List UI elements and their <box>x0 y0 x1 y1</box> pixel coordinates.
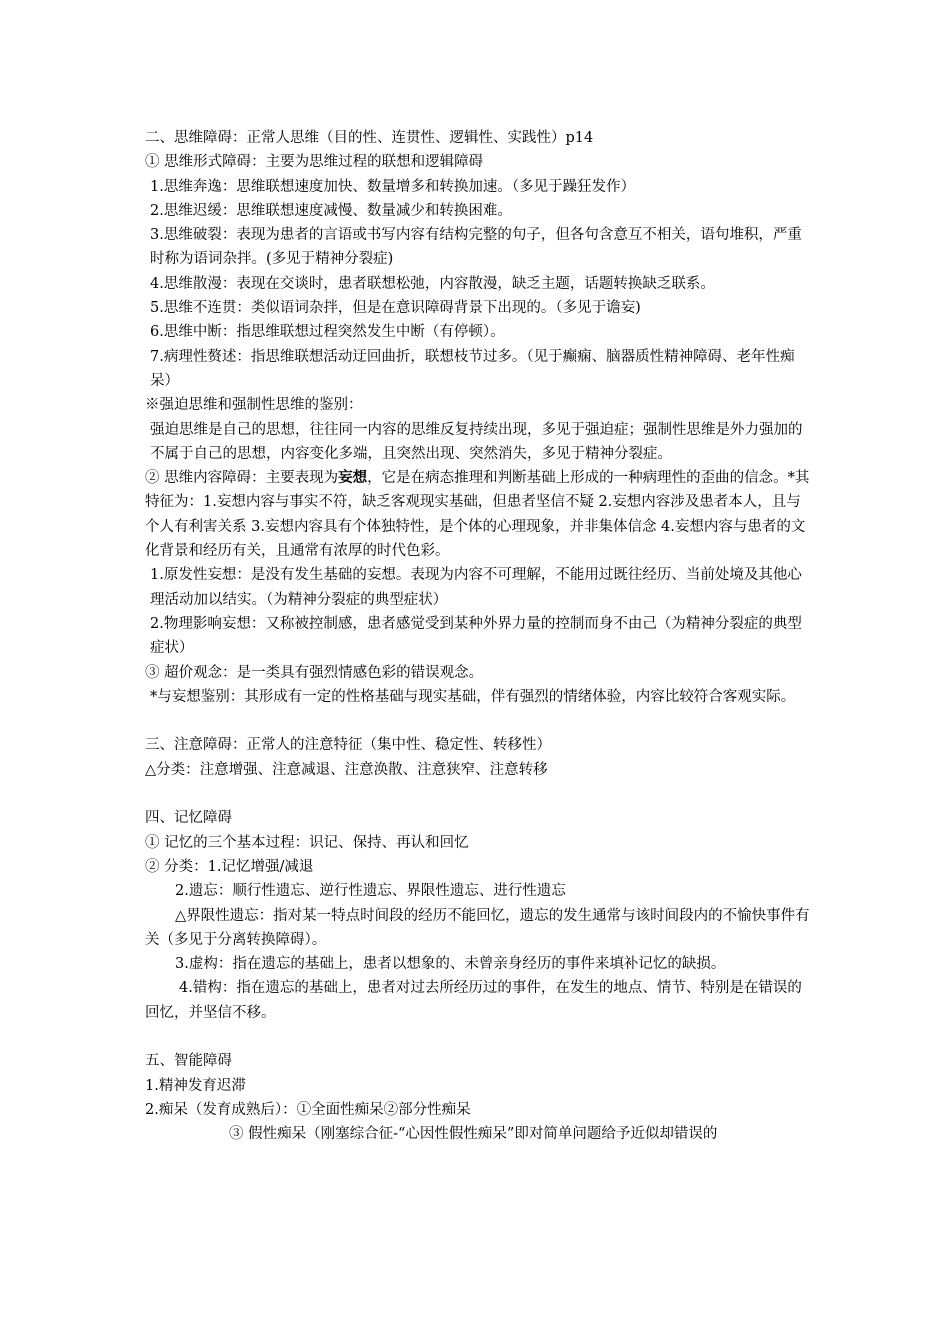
list-item: 1.精神发育迟滞 <box>145 1077 246 1094</box>
list-item: 3.思维破裂：表现为患者的言语或书写内容有结构完整的句子，但各句含意互不相关，语句堆积，严重时称为语词杂拌。(多见于精神分裂症) <box>150 227 802 268</box>
differentiation-title: ※强迫思维和强制性思维的鉴别： <box>145 397 363 414</box>
paramnesia: 4.错构：指在遗忘的基础上，患者对过去所经历过的事件，在发生的地点、情节、特别是在错误的回忆，并坚信不移。 <box>145 980 802 1021</box>
overvalued-idea-note: *与妄想鉴别：其形成有一定的性格基础与现实基础，伴有强烈的情绪体验，内容比较符合客观实际。 <box>150 688 796 705</box>
section-5-heading: 五、智能障碍 <box>145 1053 232 1070</box>
list-item: ① 记忆的三个基本过程：识记、保持、再认和回忆 <box>145 834 469 851</box>
list-item: 2.遗忘：顺行性遗忘、逆行性遗忘、界限性遗忘、进行性遗忘 <box>175 883 566 900</box>
list-item: 2.物理影响妄想：又称被控制感，患者感觉受到某种外界力量的控制而身不由己（为精神分裂症的典型症状） <box>150 615 802 657</box>
list-item: 1.原发性妄想：是没有发生基础的妄想。表现为内容不可理解，不能用过既往经历、当前处境及其他心理活动加以结实。（为精神分裂症的典型症状） <box>150 567 802 608</box>
spacer <box>145 709 810 733</box>
list-item: 5.思维不连贯：类似语词杂拌，但是在意识障碍背景下出现的。（多见于谵妄) <box>150 300 641 317</box>
list-item: 2.思维迟缓：思维联想速度减慢、数量减少和转换困难。 <box>150 202 512 219</box>
document-page <box>145 126 810 1146</box>
list-item: 7.病理性赘述：指思维联想活动迂回曲折，联想枝节过多。（见于癫痫、脑器质性精神障碍、老年性痴呆） <box>150 348 795 389</box>
attention-classes: △分类：注意增强、注意减退、注意涣散、注意狭窄、注意转移 <box>145 761 548 778</box>
list-item: 2.痴呆（发育成熟后）：①全面性痴呆②部分性痴呆 <box>145 1101 471 1118</box>
section-3-heading: 三、注意障碍：正常人的注意特征（集中性、稳定性、转移性） <box>145 737 551 754</box>
spacer <box>145 782 810 806</box>
section-4-heading: 四、记忆障碍 <box>145 810 232 827</box>
overvalued-idea-title: ③ 超价观念：是一类具有强烈情感色彩的错误观念。 <box>145 664 484 681</box>
list-item: 6.思维中断：指思维联想过程突然发生中断（有停顿）。 <box>150 324 505 341</box>
confabulation: 3.虚构：指在遗忘的基础上，患者以想象的、未曾亲身经历的事件来填补记忆的缺损。 <box>175 956 726 973</box>
limited-amnesia: △界限性遗忘：指对某一特点时间段的经历不能回忆，遗忘的发生通常与该时间段内的不愉快事件有关（多见于分离转换障碍）。 <box>145 907 810 948</box>
list-item: ② 分类：1.记忆增强/减退 <box>145 858 314 875</box>
thought-form-disorder-title: ① 思维形式障碍：主要为思维过程的联想和逻辑障碍 <box>145 154 484 171</box>
list-item: ③ 假性痴呆（刚塞综合征-“心因性假性痴呆”即对简单问题给予近似却错误的 <box>229 1126 718 1143</box>
section-2-heading: 二、思维障碍：正常人思维（目的性、连贯性、逻辑性、实践性）p14 <box>145 130 594 146</box>
text-run: ② 思维内容障碍：主要表现为 <box>145 470 339 487</box>
bold-term: 妄想 <box>338 469 368 487</box>
list-item: 1.思维奔逸：思维联想速度加快、数量增多和转换加速。（多见于躁狂发作） <box>150 178 636 195</box>
differentiation-body: 强迫思维是自己的思想，往往同一内容的思维反复持续出现，多见于强迫症；强制性思维是外力强加的不属于自己的思想，内容变化多端，且突然出现、突然消失，多见于精神分裂症。 <box>150 421 803 462</box>
list-item: 4.思维散漫：表现在交谈时，患者联想松弛，内容散漫，缺乏主题，话题转换缺乏联系。 <box>150 275 715 292</box>
thought-content-disorder <box>145 466 810 563</box>
text-run: ，它是在病态推理和判断基础上形成的一种病理性的歪曲的信念。*其特征为：1.妄想内容与事实不符，缺乏客观现实基础，但患者坚信不疑 2.妄想内容涉及患者本人，且与个人有利害关系 3.妄想内容具有个体独特性，是个体的心理现象，并非集体信念 4.妄想内容与患者的文化背景和经历有关，且通常有浓厚的时代色彩。 <box>145 470 810 560</box>
spacer <box>145 1025 810 1049</box>
